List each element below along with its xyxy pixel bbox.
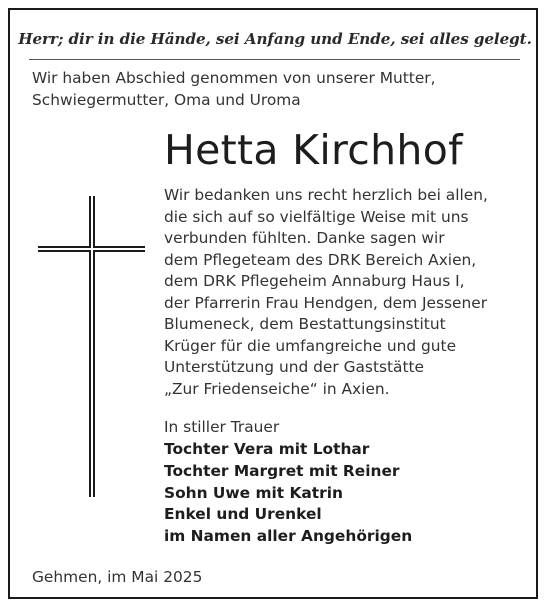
place-date: Gehmen, im Mai 2025 xyxy=(32,568,203,586)
mourning-phrase: In stiller Trauer xyxy=(164,418,280,436)
intro-line: Wir haben Abschied genommen von unserer Mutter, xyxy=(32,69,436,87)
signer: im Namen aller Angehörigen xyxy=(164,527,413,546)
cross-center-gap xyxy=(91,246,93,252)
signer: Sohn Uwe mit Katrin xyxy=(164,483,343,502)
intro-text xyxy=(32,67,436,111)
thanks-line: der Pfarrerin Frau Hendgen, dem Jessener xyxy=(164,293,488,312)
deceased-name: Hetta Kirchhof xyxy=(164,126,463,174)
thanks-line: Unterstützung und der Gaststätte xyxy=(164,358,425,376)
thanks-line: die sich auf so vielfältige Weise mit uns xyxy=(164,207,469,226)
signer: Tochter Margret mit Reiner xyxy=(164,461,400,480)
divider-line xyxy=(29,59,520,60)
thanks-line: verbunden fühlten. Danke sagen wir xyxy=(164,229,445,247)
cross-vertical-beam xyxy=(89,196,95,497)
intro-line: Schwiegermutter, Oma und Uroma xyxy=(32,91,301,109)
thanks-line: Blumeneck, dem Bestattungsinstitut xyxy=(164,315,446,333)
bible-motto: Herr; dir in die Hände, sei Anfang und Ende, sei alles gelegt. xyxy=(18,30,532,48)
thanks-text xyxy=(164,185,488,400)
thanks-line: dem Pflegeteam des DRK Bereich Axien, xyxy=(164,250,477,269)
thanks-line: „Zur Friedenseiche“ in Axien. xyxy=(164,379,390,398)
signer: Enkel und Urenkel xyxy=(164,505,322,524)
signers-list xyxy=(164,439,412,548)
thanks-line: Wir bedanken uns recht herzlich bei allen, xyxy=(164,186,488,204)
thanks-line: Krüger für die umfangreiche und gute xyxy=(164,336,457,355)
signer: Tochter Vera mit Lothar xyxy=(164,440,370,458)
thanks-line: dem DRK Pflegeheim Annaburg Haus I, xyxy=(164,272,465,290)
